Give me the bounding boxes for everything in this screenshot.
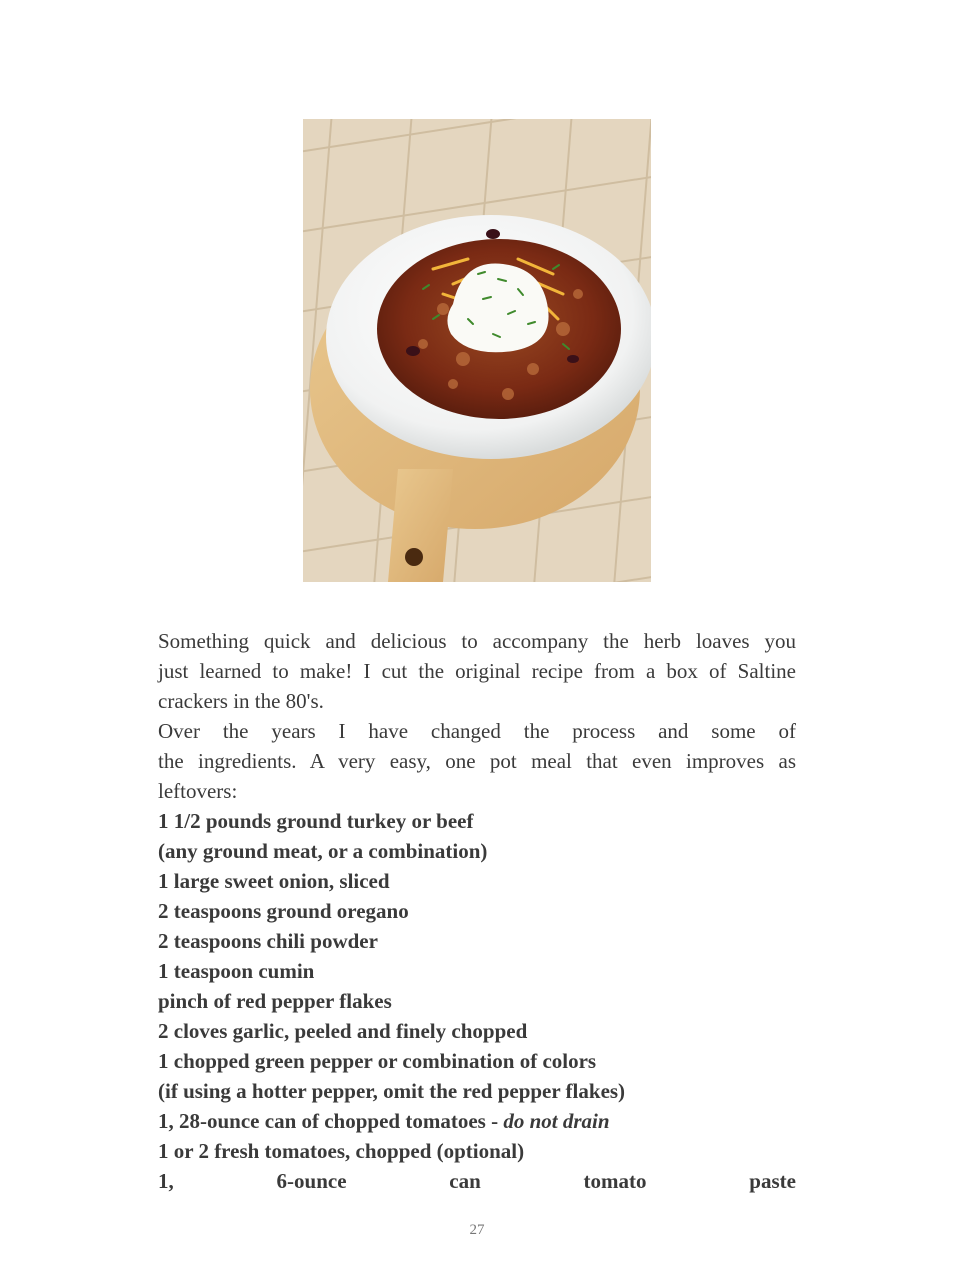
intro-line: Something quick and delicious to accompany the herb loaves you — [158, 629, 796, 653]
intro-line: the ingredients. A very easy, one pot meal that even improves as — [158, 749, 796, 773]
paste-word: paste — [749, 1169, 796, 1193]
recipe-text — [158, 626, 796, 1196]
paste-word: tomato — [583, 1169, 647, 1193]
intro-line: just learned to make! I cut the original recipe from a box of Saltine — [158, 659, 796, 683]
chili-photo — [303, 119, 651, 582]
ingredient-item: 1 or 2 fresh tomatoes, chopped (optional) — [158, 1139, 525, 1163]
page-number: 27 — [469, 1222, 485, 1238]
ingredient-item: 1 large sweet onion, sliced — [158, 869, 390, 893]
paste-word: can — [449, 1169, 481, 1193]
ingredient-item: 1 1/2 pounds ground turkey or beef — [158, 809, 474, 833]
tomatoes-emphasis: do not drain — [503, 1109, 610, 1133]
ingredient-item-paste — [158, 1166, 796, 1196]
ingredient-item: 2 teaspoons chili powder — [158, 929, 378, 953]
ingredient-item: (any ground meat, or a combination) — [158, 839, 488, 863]
ingredient-item: 1 chopped green pepper or combination of colors — [158, 1049, 597, 1073]
intro-line: crackers in the 80's. — [158, 689, 324, 713]
paste-word: 6-ounce — [276, 1169, 347, 1193]
paste-word: 1, — [158, 1169, 174, 1193]
ingredient-item-tomatoes — [158, 1106, 796, 1136]
ingredient-item: 2 teaspoons ground oregano — [158, 899, 409, 923]
tomatoes-text: 1, 28-ounce can of chopped tomatoes - — [158, 1109, 504, 1133]
intro-line: leftovers: — [158, 779, 238, 803]
ingredient-item: pinch of red pepper flakes — [158, 989, 392, 1013]
ingredient-item: 2 cloves garlic, peeled and finely chopped — [158, 1019, 528, 1043]
intro-line: Over the years I have changed the process and some of — [158, 719, 796, 743]
chili-bowl-photo-icon — [303, 119, 651, 582]
ingredient-item: 1 teaspoon cumin — [158, 959, 315, 983]
ingredient-item: (if using a hotter pepper, omit the red pepper flakes) — [158, 1079, 626, 1103]
